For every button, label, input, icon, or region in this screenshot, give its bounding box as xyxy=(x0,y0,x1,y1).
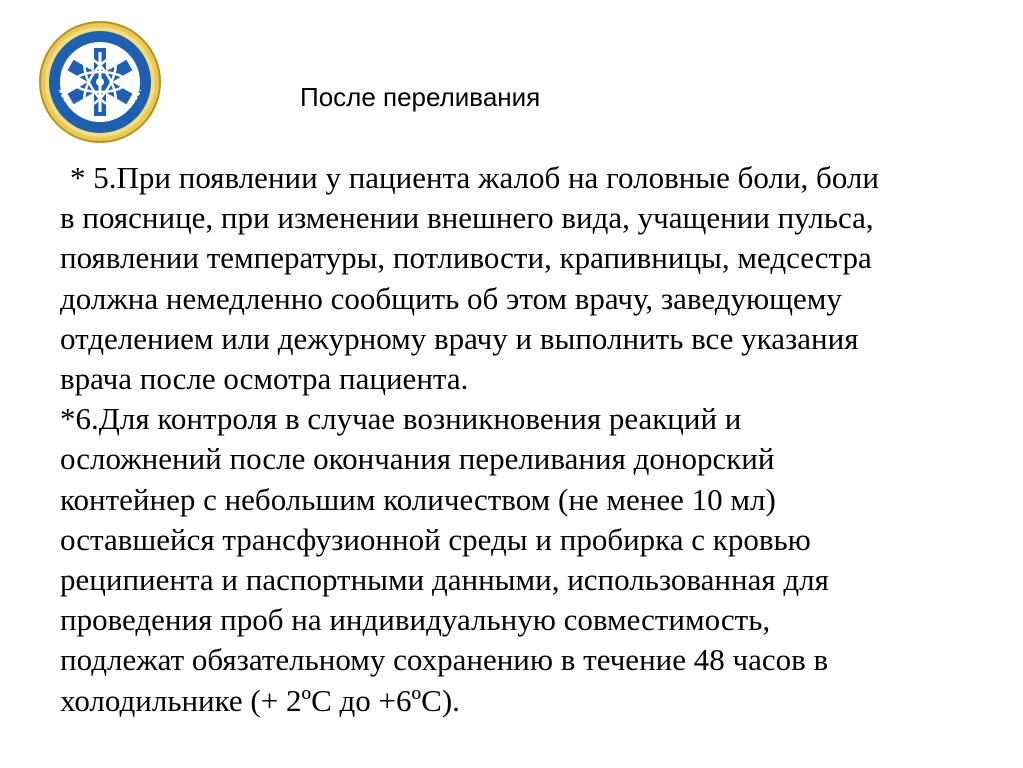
text-line: должна немедленно сообщить об этом врачу, заведующему xyxy=(60,280,842,316)
slide-body xyxy=(60,158,980,721)
text-line: * 5.При появлении у пациента жалоб на головные боли, боли xyxy=(70,160,879,195)
text-line: отделением или дежурному врачу и выполнить все указания xyxy=(60,320,859,356)
text-line: оставшейся трансфузионной среды и пробирка с кровью xyxy=(60,521,811,557)
text-line: появлении температуры, потливости, крапивницы, медсестра xyxy=(60,240,872,276)
text-line: врача после осмотра пациента. xyxy=(60,361,469,397)
slide-title: После переливания xyxy=(300,82,541,112)
paragraph-6 xyxy=(60,399,980,721)
paragraph-5 xyxy=(60,158,980,399)
text-line: холодильнике (+ 2ºC до +6ºC). xyxy=(60,682,460,718)
text-line: подлежат обязательному сохранению в течение 48 часов в xyxy=(60,642,829,678)
text-line: контейнер с небольшим количеством (не менее 10 мл) xyxy=(60,481,776,517)
text-line: осложнений после окончания переливания донорский xyxy=(60,441,775,477)
text-line: реципиента и паспортными данными, использованная для xyxy=(60,562,829,598)
medical-emblem-icon xyxy=(38,20,162,144)
text-line: *6.Для контроля в случае возникновения реакций и xyxy=(60,401,742,437)
text-line: проведения проб на индивидуальную совместимость, xyxy=(60,602,771,638)
text-line: в пояснице, при изменении внешнего вида, учащении пульса, xyxy=(60,200,874,236)
